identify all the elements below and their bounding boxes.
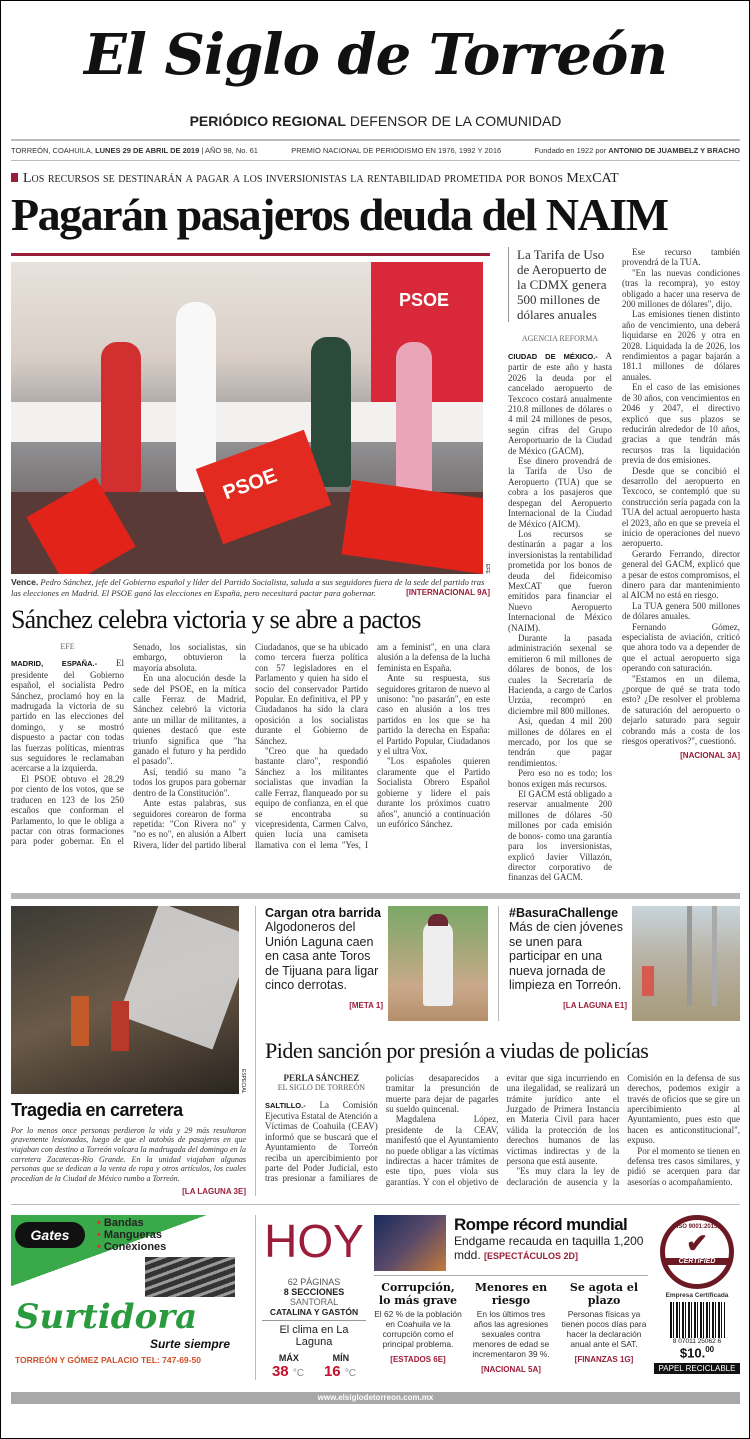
accent-rule [11,253,490,256]
bus-accident-photo [11,906,239,1094]
brief-corruption[interactable]: Corrupción, lo más grave El 62 % de la población en Coahuila ve la corrupción como el principal problema. [ESTADOS 6E] [374,1281,462,1365]
tragedy-caption: Por lo menos once personas perdieron la vida y 29 más resultaron gravemente lesionadas, luego de que el autobús de pasajeros en que viajaban con destino a Torreón volcara la madrugada del domingo en la carretera Zacatecas-Río Grande. En la unidad viajaban algunas personas que se dedican a la venta de ropa y otros artículos, los cuales procedían de la Ciudad de México rumbo a Torreón. [11,1125,246,1183]
edition-meta [11,141,740,160]
recycle-badge: PAPEL RECICLABLE [654,1363,740,1374]
cleanup-photo [632,906,740,1021]
byline: AGENCIA REFORMA [521,334,599,343]
middle-section [11,906,740,1197]
briefs [374,1281,648,1374]
divider [255,1215,256,1380]
teaser-baseball[interactable]: Cargan otra barrida Algodoneros del Unión Laguna caen en casa ante Toros de Tijuana para ligar cinco derrotas. [META 1] [265,905,383,1010]
police-article: PERLA SÁNCHEZ EL SIGLO DE TORREÓN SALTILLO.- La Comisión Ejecutiva Estatal de Atención a Víctimas de Coahuila (CEAV) informó que se buscará que el Ayuntamiento de Torreón reciba un apercibimiento por parte del Poder Judicial, esto tras presionar a familiares de policías desaparecidos a tramitar la presunción de muerte para dejar de pagarles su sueldo quincenal. Magdalena López, presidente de la CEAV, manifestó que el Ayuntamiento no puede obligar a las víctimas indirectas a hacer trámites de este tipo, pues viola sus garantías. Y con el objetivo de evitar que siga incurriendo en una ilegalidad, se realizará un trámite jurídico ante el Juzgado de Primera Instancia en Materia Civil para hacer válida la protección de los derechos humanos de las víctimas indirectas y de la persona que está ausente. "Es muy clara la ley de declaración de ausencia y la Comisión en la defensa de sus derechos, podemos exigir a través de oficios que se gire un apercibimiento al Ayuntamiento, pues esto que hacen es anticonstitucional", expuso. Por el momento se tienen en defensa tres casos similares, y pidió se acerquen para dar asesorías o acompañamiento. [265,1072,740,1187]
barcode-number: 8 07011 25062 6 [672,1338,722,1346]
ad-slogan: Surte siempre [149,1337,230,1352]
edition-date: TORREÓN, COAHUILA, LUNES 29 DE ABRIL DE 2019 | AÑO 98, No. 61 [11,146,258,155]
divider [255,906,256,1197]
divider [498,906,499,1021]
surtidora-ad[interactable] [11,1215,246,1367]
spain-headline[interactable]: Sánchez celebra victoria y se abre a pactos [11,605,421,634]
masthead-logo: El Siglo de Torreón [83,22,668,88]
price: $10.00 [679,1345,715,1361]
byline: EFE [60,642,75,651]
ad-contact: TORREÓN Y GÓMEZ PALACIO TEL: 747-69-50 [15,1355,201,1366]
divider [11,1204,740,1205]
min-temp: 16 °C [323,1363,357,1381]
tragedy-story [11,906,246,1197]
today-box: HOY 62 PÁGINAS 8 SECCIONES SANTORAL CATALINA Y GASTÓN El clima en La Laguna MÁX MÍN 38 °C 16 °C [262,1215,366,1380]
endgame-teaser[interactable]: Rompe récord mundial Endgame recauda en taquilla 1,200 mdd. [ESPECTÁCULOS 2D] [454,1215,644,1263]
endgame-row [374,1215,648,1276]
pullquote: La Tarifa de Uso de Aeropuerto de la CDMX genera 500 millones de dólares anuales [508,247,612,322]
lead-article-col1: La Tarifa de Uso de Aeropuerto de la CDMX genera 500 millones de dólares anuales AGENCIA REFORMA CIUDAD DE MÉXICO.- A partir de este año y hasta 2026 la deuda por el cancelado aeropuerto de Texcoco costará anualmente 210.8 millones de dólares o 4 mil 24 millones de pesos, según cifras del Grupo Aeroportuario de la Ciudad de México (GACM). Ese dinero provendrá de la Tarifa de Uso de Aeropuerto (TUA) que se cobra a los pasajeros que despegan del Aeropuerto Internacional de la Ciudad de México (AICM). Los recursos se destinarán a pagar a los inversionistas la rentabilidad prometida por los bonos de deuda del fideicomiso MexCAT que fueron emitidos para financiar el Nuevo Aeropuerto Internacional de México (NAIM). Durante la pasada administración sexenal se emitieron 6 mil millones de dólares de bonos, de los cuales la Secretaría de Hacienda, a cargo de Carlos Urzúa, recompró en diciembre mil 800 millones. Así, quedan 4 mil 200 millones de dólares en el mercado, por los que se tendrán que pagar rendimientos. Pero eso no es todo; los bonos exigen más recursos. El GACM está obligado a reservar anualmente 200 millones de dólares -50 millones por cada emisión de bonos- como una garantía para los inversionistas, explicó Javier Villazón, director corporativo de finanzas del GACM. [508,247,612,883]
psoe-celebration-photo [11,262,483,574]
founded: Fundado en 1922 por ANTONIO DE JUAMBELZ Y BRACHO [534,146,740,155]
bottom-section [11,1215,740,1380]
teaser-cleanup[interactable]: #BasuraChallenge Más de cien jóvenes se unen para participar en una nueva jornada de limpieza en Torreón. [LA LAGUNA E1] [509,905,627,1010]
website-footer[interactable]: www.elsiglodetorreon.com.mx [11,1392,740,1404]
ref-link[interactable]: [LA LAGUNA 3E] [182,1187,246,1197]
ref-link[interactable]: [NACIONAL 3A] [680,750,740,760]
divider [11,160,740,161]
police-headline[interactable]: Piden sanción por presión a viudas de policías [265,1037,649,1063]
tragedy-headline[interactable]: Tragedia en carretera [11,1099,183,1120]
bottom-news [374,1215,648,1374]
tagline-bold: PERIÓDICO REGIONAL [189,113,346,129]
tagline [11,113,740,129]
psoe-banner: PSOE [371,262,483,432]
max-temp: 38 °C [271,1363,305,1381]
top-section [11,247,740,883]
tagline-rest: DEFENSOR DE LA COMUNIDAD [349,113,562,129]
barcode [670,1302,725,1338]
surtidora-logo: Surtidora [15,1297,198,1338]
photo-caption: Vence. Pedro Sánchez, jefe del Gobierno español y líder del Partido Socialista, saluda a sus seguidores fuera de la sede del partido tras las elecciones en Madrid. El PSOE ganó las elecciones en España, pero necesitará pactar para gobernar. [INTERNACIONAL 9A] [11,577,490,598]
ref-link[interactable]: [INTERNACIONAL 9A] [406,587,490,597]
lead-headline[interactable]: Pagarán pasajeros deuda del NAIM [11,189,668,240]
lead-article-col2: Ese recurso también provendrá de la TUA. "En las nuevas condiciones (tras la recompra), yo estoy obligado a hacer una reserva de 200 millones de dólares", dijo. Las emisiones tienen distinto año de vencimiento, una deberá liquidarse en 2026 y otra en 2028. Liquidada la de 2026, los rendimientos a pagar bajarán a 181.1 millones de dólares anuales. En el caso de las emisiones de 30 años, con vencimientos en 2046 y 2047, el directivo explicó que sus plazos se reducirán alrededor de 10 años, gracias a que tendrán más recursos tras la liquidación previa de dos emisiones. Desde que se concibió el desarrollo del aeropuerto en Texcoco, se contempló que su construcción sería pagada con la TUA del actual aeropuerto hasta el 2023, año en que se preveía el inicio de operaciones del nuevo aeropuerto. Gerardo Ferrando, director general del GACM, explicó que a pesar de estos compromisos, el dinero para dar mantenimiento al AICM no está en riesgo. La TUA genera 500 millones de dólares anuales. Fernando Gómez, especialista de aviación, criticó que ahora todo va a depender de que el actual aeropuerto siga operando con saturación. "Estamos en un dilema, ¿porque de qué se trata todo esto? ¿De resolver el problema de saturación del aeropuerto o dejarlo saturado para seguir cobrando más a costa de los riesgos operativos?", cuestionó. [NACIONAL 3A] [622,247,740,760]
lead-article [508,247,740,883]
photo-credit: EFE [484,564,490,574]
ad-products: • Bandas • Mangueras • Conexiones [97,1217,167,1254]
teasers [265,906,740,1021]
left-column [11,247,490,850]
section-divider [11,893,740,899]
middle-right [265,906,740,1187]
endgame-poster [374,1215,446,1271]
iso-certified-seal: ISO 9001:2015 ✔ CERTIFIED [660,1215,734,1289]
spain-article: EFE MADRID, ESPAÑA.- El presidente del Gobierno español, el socialista Pedro Sánchez, proclamó hoy en la madrugada la victoria de su partido en las elecciones del domingo, y se mostró dispuesto a pactar con todas las fuerzas políticas, mientras sus seguidores le reclamaban acercarse a la izquierda. El PSOE obtuvo el 28.29 por ciento de los votos, que se traducen en 123 de los 250 escaños que conforman el Parlamento, lo que le obliga a pactar con otras formaciones para poder gobernar. En el Senado, los socialistas, sin embargo, obtuvieron la mayoría absoluta. En una alocución desde la sede del PSOE, en la mítica calle Ferraz de Madrid, Sánchez celebró la victoria ante un millar de militantes, a quienes destacó que este triunfo significa que "ha ganado el futuro y ha perdido el pasado". Así, tendió su mano "a todos los grupos para gobernar dentro de la Constitución". Ante estas palabras, sus seguidores corearon de forma repetida: "Con Rivera no" y "no es no", en alusión a Albert Rivera, líder del partido liberal Ciudadanos, que se ha ubicado como tercera fuerza política con 57 legisladores en el Parlamento y quien ha sido el socio del conservador Partido Popular. En definitiva, el PP y Ciudadanos ha sido la clara oposición a los socialistas durante el Gobierno de Sánchez. "Creo que ha quedado bastante claro", respondió Sánchez a los militantes socialistas que invadían la calle Ferraz, flanqueado por su equipo de confianza, en el que se encontraba su vicepresidenta, Carmen Calvo, quien lucía una camiseta llamativa con el lema "Yes, I am a feminist", en una clara alusión a la defensa de la lucha feminista en España. Ante su respuesta, sus seguidores gritaron de nuevo al unísono: "no pasarán", en este caso en alusión a los tres partidos en los que se ha partido la derecha en España: el Partido Popular, Ciudadanos y el ultra Vox. "Los españoles quieren claramente que el Partido Socialista Obrero Español gobierne y lidere el país durante los próximos cuatro años", anunció a continuación un eufórico Sánchez. [11,642,490,850]
byline: PERLA SÁNCHEZ EL SIGLO DE TORREÓN [277,1072,365,1093]
hoses-image [145,1257,235,1297]
gates-logo: Gates [15,1222,85,1248]
lead-kicker: Los recursos se destinarán a pagar a los inversionistas la rentabilidad prometida por bonos MexCAT [11,171,740,187]
brief-sat[interactable]: Se agota el plazo Personas físicas ya tienen pocos días para hacer la declaración anual ante el SAT. [FINANZAS 1G] [561,1281,647,1365]
photo-credit: ESPECIAL [240,1069,246,1094]
brief-minors[interactable]: Menores en riesgo En los últimos tres años las agresiones sexuales contra menores de edad se incrementaron 39 %. [NACIONAL 5A] [472,1281,550,1375]
cert-price-box [654,1215,740,1373]
checkmark-icon: ✔ [686,1229,708,1259]
psoe-sign: PSOE [220,464,280,505]
pitcher-photo [388,906,488,1021]
award: PREMIO NACIONAL DE PERIODISMO EN 1976, 1992 Y 2016 [291,146,502,155]
bullet-icon [11,173,18,182]
cert-label: Empresa Certificada [665,1292,729,1300]
front-page [1,1,749,1414]
